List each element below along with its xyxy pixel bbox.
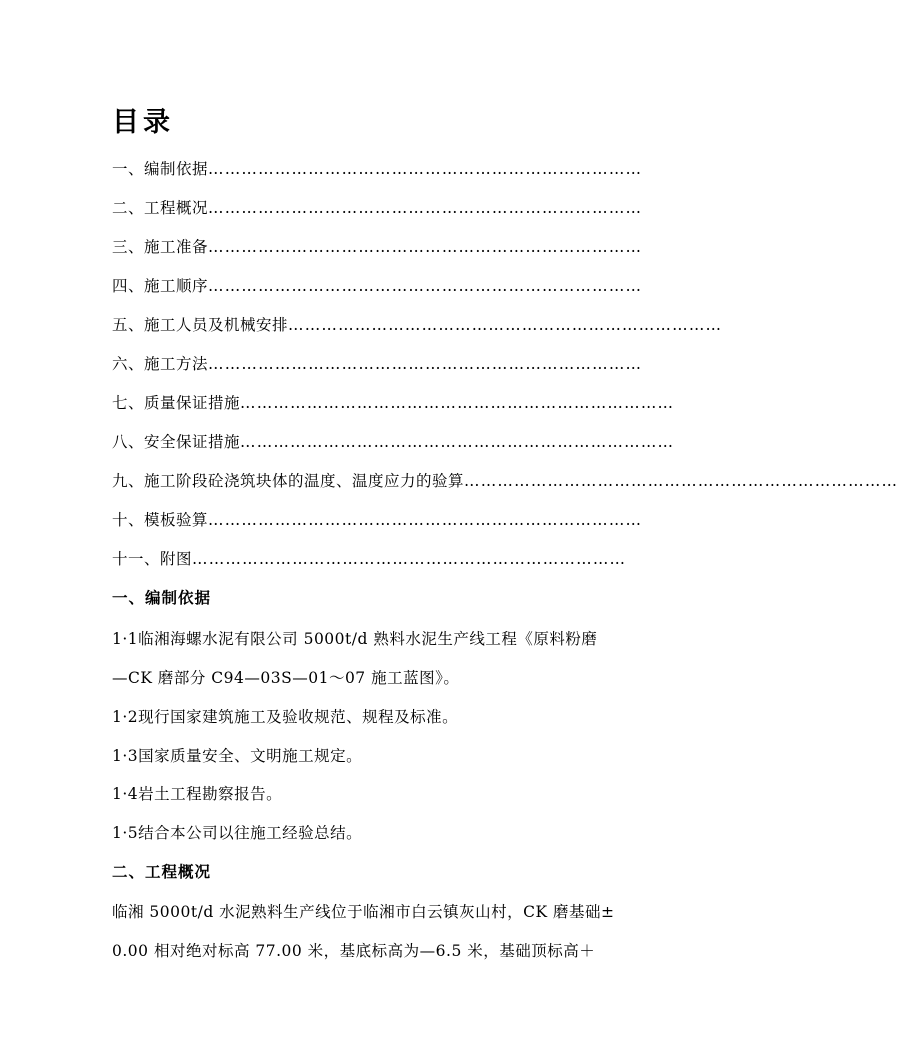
- paragraph-line: 1·5结合本公司以往施工经验总结。: [112, 824, 363, 842]
- toc-item-label: 六、施工方法: [112, 355, 209, 373]
- toc-item-11[interactable]: [112, 547, 627, 569]
- toc-item-label: 二、工程概况: [112, 199, 209, 217]
- toc-leader-dots: ……………………………………………………………………: [208, 355, 643, 373]
- toc-item-label: 三、施工准备: [112, 238, 209, 256]
- toc-item-3[interactable]: [112, 235, 643, 257]
- toc-item-label: 四、施工顺序: [112, 277, 209, 295]
- toc-leader-dots: ……………………………………………………………………: [240, 433, 675, 451]
- section-heading: 二、工程概况: [112, 863, 212, 881]
- toc-leader-dots: ……………………………………………………………………: [208, 511, 643, 529]
- toc-leader-dots: ……………………………………………………………………: [208, 160, 643, 178]
- toc-leader-dots: ……………………………………………………………………: [192, 550, 627, 568]
- toc-item-label: 十、模板验算: [112, 511, 209, 529]
- toc-item-6[interactable]: [112, 352, 643, 374]
- toc-item-9[interactable]: [112, 469, 898, 491]
- toc-item-4[interactable]: [112, 274, 643, 296]
- toc-item-5[interactable]: [112, 313, 723, 335]
- paragraph-line: 0.00 相对绝对标高 77.00 米，基底标高为—6.5 米，基础顶标高＋: [112, 942, 596, 960]
- section-heading: 一、编制依据: [112, 589, 212, 607]
- toc-title: 目录: [112, 107, 174, 138]
- paragraph-line: 1·4岩土工程勘察报告。: [112, 785, 283, 803]
- toc-leader-dots: ……………………………………………………………………: [464, 472, 898, 490]
- toc-item-8[interactable]: [112, 430, 675, 452]
- paragraph-line: 1·3国家质量安全、文明施工规定。: [112, 747, 363, 765]
- paragraph-line: —CK 磨部分 C94—03S—01～07 施工蓝图》。: [112, 669, 460, 687]
- toc-item-label: 十一、附图: [112, 550, 193, 568]
- toc-item-label: 七、质量保证措施: [112, 394, 241, 412]
- toc-item-10[interactable]: [112, 508, 643, 530]
- toc-item-1[interactable]: [112, 157, 643, 179]
- toc-item-label: 九、施工阶段砼浇筑块体的温度、温度应力的验算: [112, 472, 465, 490]
- toc-item-label: 一、编制依据: [112, 160, 209, 178]
- toc-leader-dots: ……………………………………………………………………: [208, 199, 643, 217]
- toc-leader-dots: ……………………………………………………………………: [208, 277, 643, 295]
- toc-item-2[interactable]: [112, 196, 643, 218]
- toc-item-label: 五、施工人员及机械安排: [112, 316, 289, 334]
- toc-item-7[interactable]: [112, 391, 675, 413]
- toc-leader-dots: ……………………………………………………………………: [240, 394, 675, 412]
- toc-item-label: 八、安全保证措施: [112, 433, 241, 451]
- paragraph-line: 1·2现行国家建筑施工及验收规范、规程及标准。: [112, 708, 459, 726]
- toc-leader-dots: ……………………………………………………………………: [208, 238, 643, 256]
- toc-leader-dots: ……………………………………………………………………: [288, 316, 723, 334]
- paragraph-line: 临湘 5000t/d 水泥熟料生产线位于临湘市白云镇灰山村，CK 磨基础±: [112, 903, 615, 921]
- paragraph-line: 1·1临湘海螺水泥有限公司 5000t/d 熟料水泥生产线工程《原料粉磨: [112, 630, 598, 648]
